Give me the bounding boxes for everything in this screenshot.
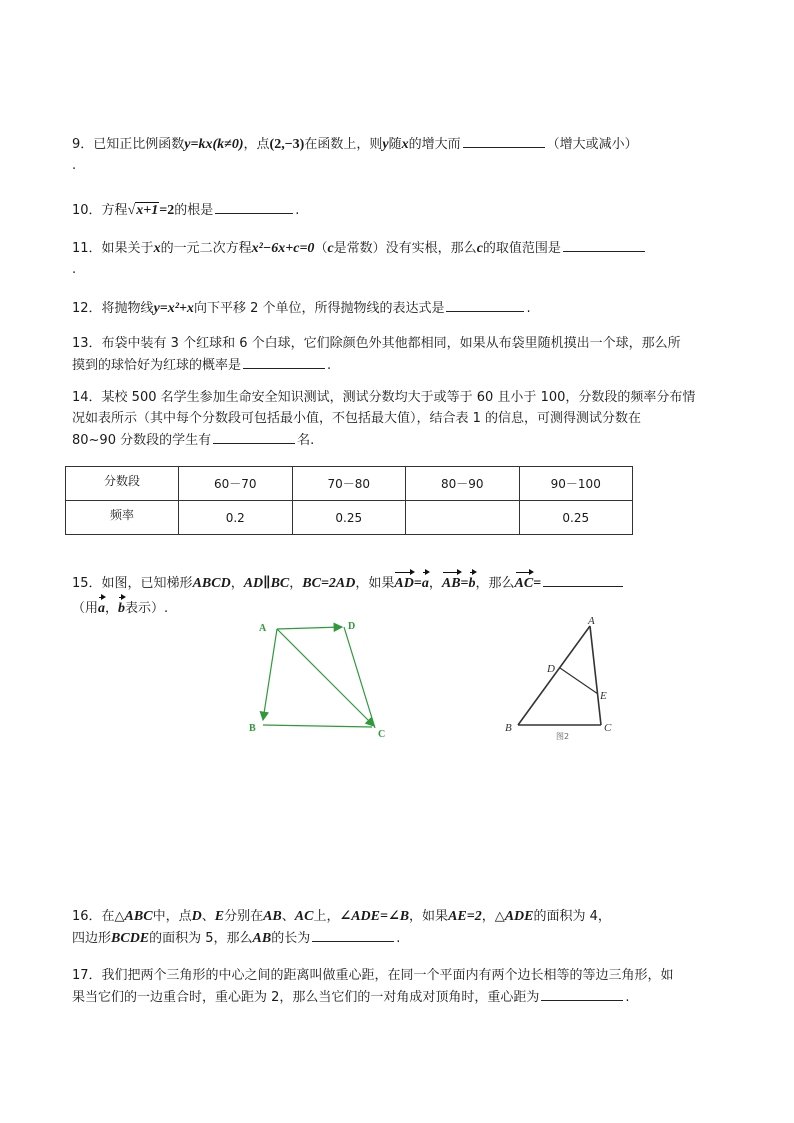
q15-answer-blank[interactable]: [543, 572, 623, 587]
trapezoid-figure: [240, 612, 400, 747]
vector-ad: AD: [394, 573, 413, 594]
question-12: 12．将抛物线y=x²+x向下平移 2 个单位，所得抛物线的表达式是 .: [72, 297, 722, 319]
edge-ab: [263, 629, 277, 720]
question-15: 15．如图，已知梯形ABCD，AD∥BC，BC=2AD，如果AD=a，AB=b，那么AC= （用a，b表示）.: [72, 572, 722, 619]
label-e2: E: [600, 690, 607, 702]
label-a: A: [259, 623, 267, 634]
label-c: C: [378, 729, 386, 740]
q12-parabola: y=x²+x: [153, 301, 194, 316]
question-9: 9．已知正比例函数y=kx(k≠0)，点(2,−3)在函数上，则y随x的增大而 （增大或减小） .: [72, 133, 722, 176]
table-cell: 90－100: [519, 467, 633, 501]
q10-answer-blank[interactable]: [215, 199, 293, 214]
table-row: [66, 501, 633, 535]
table-cell: 分数段: [66, 467, 179, 501]
vector-ac: AC: [515, 573, 534, 594]
frequency-table: [65, 466, 633, 535]
q9-point: (2,−3): [269, 137, 305, 152]
question-10: 10．方程√x+1=2的根是 .: [72, 199, 722, 221]
q11-answer-blank[interactable]: [563, 237, 645, 252]
table-cell: 频率: [66, 501, 179, 535]
label-a2: A: [588, 615, 595, 627]
q10-radicand: x+1: [136, 203, 159, 218]
label-b2: B: [505, 722, 512, 734]
table-row: [66, 467, 633, 501]
q9-hint: （增大或减小）: [546, 137, 638, 152]
q9-number: 9．: [72, 137, 94, 152]
edge-bc: [263, 725, 372, 727]
side-ac: [590, 626, 601, 725]
label-c2: C: [604, 722, 612, 734]
vector-b: b: [469, 573, 476, 594]
label-d2: D: [547, 663, 555, 675]
label-d: D: [348, 621, 356, 632]
figure-caption: 图2: [556, 732, 570, 741]
edge-dc: [344, 627, 375, 728]
q17-answer-blank[interactable]: [541, 986, 623, 1001]
table-cell: 0.25: [519, 501, 633, 535]
table-cell: 0.25: [292, 501, 406, 535]
q16-answer-blank[interactable]: [312, 927, 394, 942]
triangle-figure: [500, 612, 630, 747]
question-16: 16．在△ABC中，点D、E分别在AB、AC上，∠ADE=∠B，如果AE=2，△ADE的面积为 4， 四边形BCDE的面积为 5，那么AB的长为 .: [72, 909, 611, 946]
question-13: 13．布袋中装有 3 个红球和 6 个白球，它们除颜色外其他都相同，如果从布袋里随机摸出一个球，那么所 摸到的球恰好为红球的概率是 .: [72, 336, 681, 373]
vector-ab: AB: [442, 573, 461, 594]
side-ab: [518, 626, 590, 725]
q13-answer-blank[interactable]: [243, 354, 325, 369]
segment-de: [560, 668, 598, 694]
q11-equation: x²−6x+c=0: [251, 241, 315, 256]
q9-function: y=kx: [184, 137, 213, 152]
question-14: 14．某校 500 名学生参加生命安全知识测试，测试分数均大于或等于 60 且小于 100，分数段的频率分布情 况如表所示（其中每个分数段可包括最小值，不包括最大值），结合表 1 的信息，可测得测试分数在 80~90 分数段的学生有 名.: [72, 390, 696, 448]
q14-answer-blank[interactable]: [213, 429, 295, 444]
table-cell: 0.2: [179, 501, 293, 535]
table-cell: [406, 501, 520, 535]
label-b: B: [249, 723, 256, 734]
question-11: 11．如果关于x的一元二次方程x²−6x+c=0（c是常数）没有实根，那么c的取值范围是 .: [72, 237, 722, 280]
q9-answer-blank[interactable]: [463, 133, 545, 148]
q12-answer-blank[interactable]: [446, 297, 524, 312]
table-cell: 80－90: [406, 467, 520, 501]
q10-sqrt-symbol: √: [127, 203, 136, 218]
edge-ad: [277, 627, 342, 629]
table-cell: 60－70: [179, 467, 293, 501]
question-17: 17．我们把两个三角形的中心之间的距离叫做重心距，在同一个平面内有两个边长相等的等边三角形，如 果当它们的一边重合时，重心距为 2，那么当它们的一对角成对顶角时，重心距为 .: [72, 968, 674, 1005]
vector-a: a: [422, 573, 429, 594]
table-cell: 70－80: [292, 467, 406, 501]
